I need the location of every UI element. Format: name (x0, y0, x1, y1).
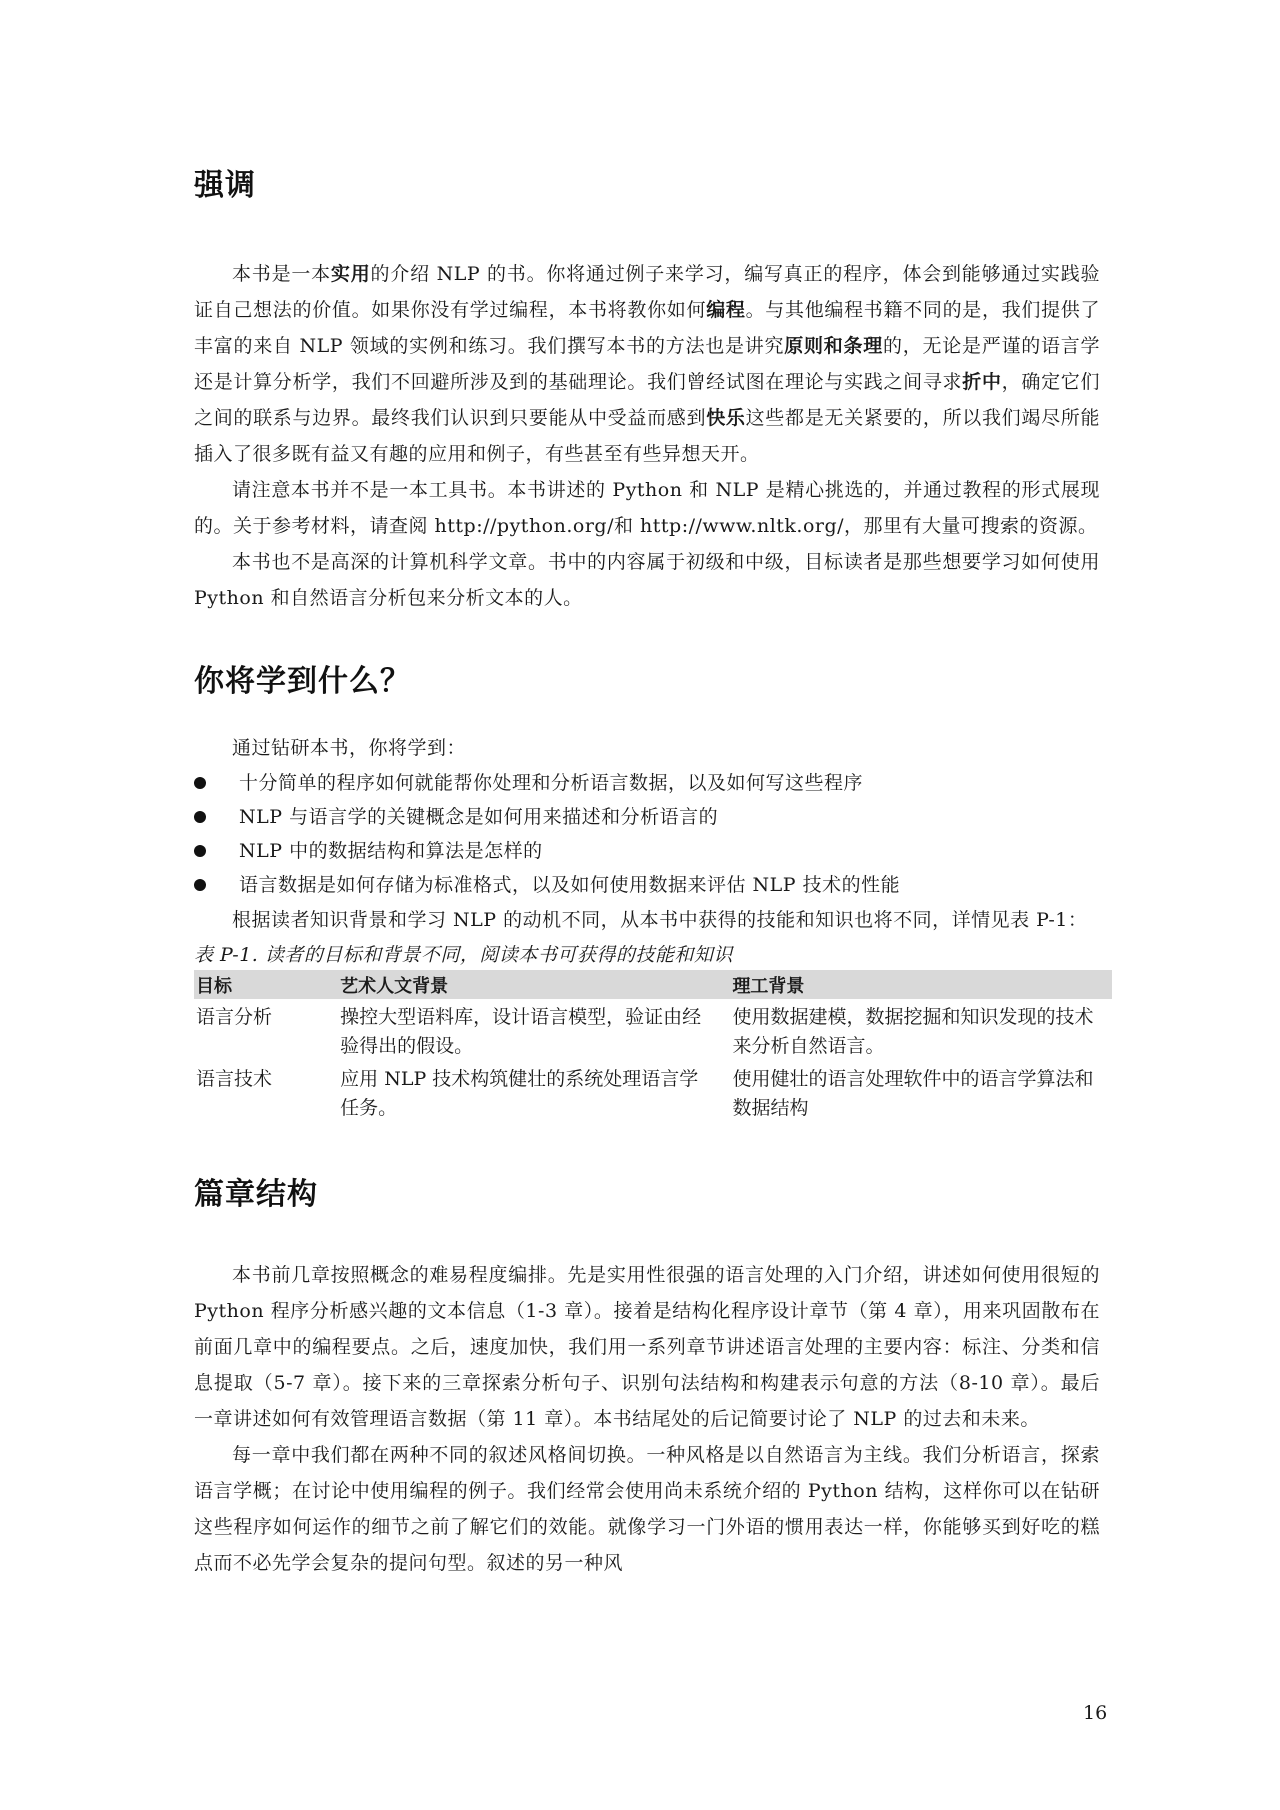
table-cell: 语言分析 (196, 1006, 273, 1028)
section-title-emphasis: 强调 (194, 168, 256, 203)
emphasis-paragraph-2: 请注意本书并不是一本工具书。本书讲述的 Python 和 NLP 是精心挑选的，并通过教程的形式展现的。关于参考材料，请查阅 http://python.org/和 http://www.nltk.org/，那里有大量可搜索的资源。 (194, 479, 1100, 537)
learn-bullet-list (194, 766, 1100, 902)
table-header-science: 理工背景 (730, 970, 1112, 999)
table-cell: 操控大型语料库，设计语言模型，验证由经验得出的假设。 (340, 1006, 702, 1057)
bullet-dot-icon (194, 811, 206, 823)
section-title-learn: 你将学到什么？ (194, 664, 411, 699)
table-cell: 使用健壮的语言处理软件中的语言学算法和数据结构 (732, 1068, 1094, 1119)
learn-intro: 通过钻研本书，你将学到： (232, 737, 467, 759)
table-row (194, 1061, 1112, 1123)
skills-table (194, 970, 1112, 1123)
page-content (194, 160, 1100, 1581)
bullet-dot-icon (194, 777, 206, 789)
section-title-structure: 篇章结构 (194, 1177, 318, 1212)
learn-after-paragraph: 根据读者知识背景和学习 NLP 的动机不同，从本书中获得的技能和知识也将不同，详情见表 P-1： (232, 909, 1088, 931)
list-item: NLP 与语言学的关键概念是如何用来描述和分析语言的 (194, 800, 1100, 834)
bullet-dot-icon (194, 845, 206, 857)
list-item: 十分简单的程序如何就能帮你处理和分析语言数据，以及如何写这些程序 (194, 766, 1100, 800)
structure-paragraph-2: 每一章中我们都在两种不同的叙述风格间切换。一种风格是以自然语言为主线。我们分析语言，探索语言学概；在讨论中使用编程的例子。我们经常会使用尚未系统介绍的 Python 结构，这样你可以在钻研这些程序如何运作的细节之前了解它们的效能。就像学习一门外语的惯用表达一样，你能够买到好吃的糕点而不必先学会复杂的提问句型。叙述的另一种风 (194, 1444, 1100, 1574)
structure-paragraph-1: 本书前几章按照概念的难易程度编排。先是实用性很强的语言处理的入门介绍，讲述如何使用很短的 Python 程序分析感兴趣的文本信息（1-3 章）。接着是结构化程序设计章节（第 4 章），用来巩固散布在前面几章中的编程要点。之后，速度加快，我们用一系列章节讲述语言处理的主要内容：标注、分类和信息提取（5-7 章）。接下来的三章探索分析句子、识别句法结构和构建表示句意的方法（8-10 章）。最后一章讲述如何有效管理语言数据（第 11 章）。本书结尾处的后记简要讨论了 NLP 的过去和未来。 (194, 1264, 1100, 1430)
table-header-goal: 目标 (194, 970, 338, 999)
list-item: NLP 中的数据结构和算法是怎样的 (194, 834, 1100, 868)
list-item: 语言数据是如何存储为标准格式，以及如何使用数据来评估 NLP 技术的性能 (194, 868, 1100, 902)
table-row (194, 999, 1112, 1061)
table-cell: 应用 NLP 技术构筑健壮的系统处理语言学任务。 (340, 1068, 699, 1119)
table-cell: 使用数据建模，数据挖掘和知识发现的技术来分析自然语言。 (732, 1006, 1094, 1057)
table-header-arts: 艺术人文背景 (338, 970, 730, 999)
table-cell: 语言技术 (196, 1068, 273, 1090)
table-header-row (194, 970, 1112, 999)
emphasis-paragraph-1: 本书是一本实用的介绍 NLP 的书。你将通过例子来学习，编写真正的程序，体会到能够通过实践验证自己想法的价值。如果你没有学过编程，本书将教你如何编程。与其他编程书籍不同的是，我们提供了丰富的来自 NLP 领域的实例和练习。我们撰写本书的方法也是讲究原则和条理的，无论是严谨的语言学还是计算分析学，我们不回避所涉及到的基础理论。我们曾经试图在理论与实践之间寻求折中，确定它们之间的联系与边界。最终我们认识到只要能从中受益而感到快乐这些都是无关紧要的，所以我们竭尽所能插入了很多既有益又有趣的应用和例子，有些甚至有些异想天开。 (194, 263, 1100, 465)
table-caption: 表 P-1. 读者的目标和背景不同，阅读本书可获得的技能和知识 (194, 944, 733, 966)
emphasis-paragraph-3: 本书也不是高深的计算机科学文章。书中的内容属于初级和中级，目标读者是那些想要学习如何使用 Python 和自然语言分析包来分析文本的人。 (194, 551, 1100, 609)
bullet-dot-icon (194, 879, 206, 891)
page-number: 16 (1083, 1702, 1108, 1724)
